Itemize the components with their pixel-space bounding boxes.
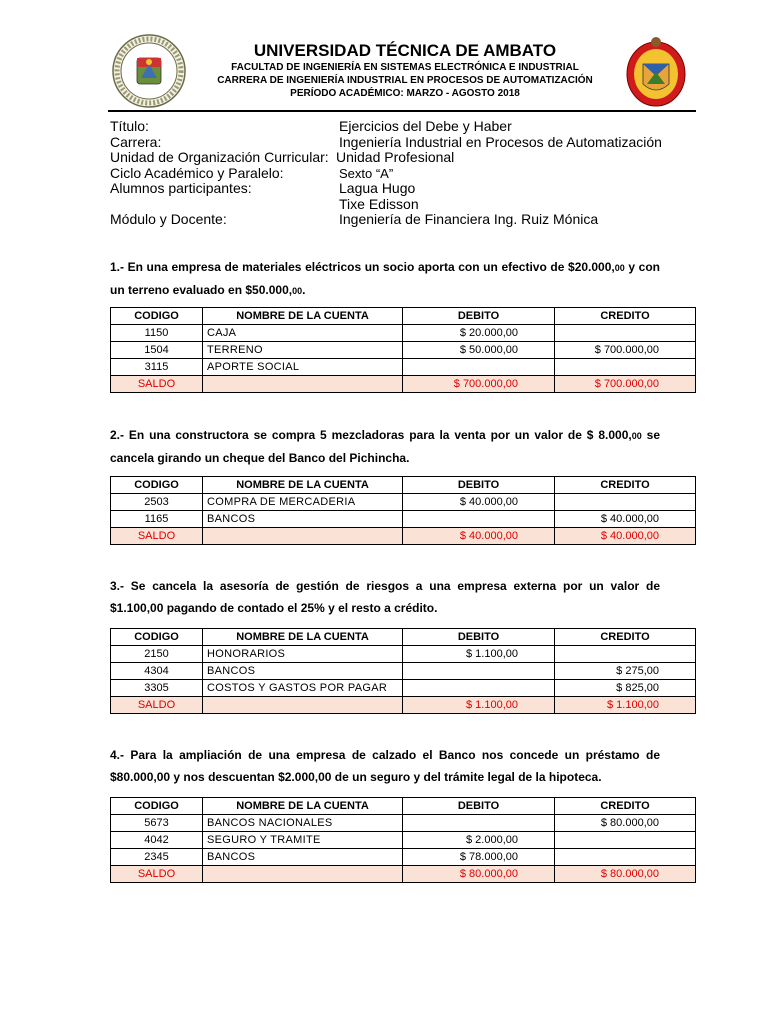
table-row: [111, 663, 696, 680]
info-block: [110, 119, 710, 228]
career-name: CARRERA DE INGENIERÍA INDUSTRIAL EN PROCESOS DE AUTOMATIZACIÓN: [217, 75, 593, 86]
header-nombre: NOMBRE DE LA CUENTA: [203, 798, 403, 815]
cell-credito: [555, 849, 696, 866]
cell-codigo: 3115: [111, 359, 203, 376]
cell-debito: [403, 359, 555, 376]
carrera-label: Carrera:: [110, 133, 162, 150]
saldo-row: [111, 528, 696, 545]
exercise-3-statement: 3.- Se cancela la asesoría de gestión de riesgos a una empresa externa por un valor de $1.100,00 pagando de contado el 25% y el resto a crédito.: [110, 579, 660, 615]
cell-debito: $ 1.100,00: [403, 646, 555, 663]
header-nombre: NOMBRE DE LA CUENTA: [203, 308, 403, 325]
header-codigo: CODIGO: [111, 629, 203, 646]
saldo-debito: $ 700.000,00: [403, 376, 555, 393]
cell-debito: [403, 815, 555, 832]
saldo-debito: $ 1.100,00: [403, 697, 555, 714]
header-debito: DEBITO: [403, 308, 555, 325]
header-debito: DEBITO: [403, 629, 555, 646]
saldo-row: [111, 376, 696, 393]
saldo-label: SALDO: [111, 697, 203, 714]
ciclo-label: Ciclo Académico y Paralelo:: [110, 164, 284, 181]
cell-codigo: 2503: [111, 494, 203, 511]
cell-codigo: 1165: [111, 511, 203, 528]
header-debito: DEBITO: [403, 477, 555, 494]
cell-debito: [403, 680, 555, 697]
cell-credito: $ 275,00: [555, 663, 696, 680]
saldo-label: SALDO: [111, 866, 203, 883]
cell-nombre: CAJA: [203, 325, 403, 342]
table-row: [111, 359, 696, 376]
cell-debito: $ 50.000,00: [403, 342, 555, 359]
cell-nombre: BANCOS NACIONALES: [203, 815, 403, 832]
document-header: [190, 40, 620, 100]
cell-nombre: TERRENO: [203, 342, 403, 359]
cell-debito: $ 40.000,00: [403, 494, 555, 511]
header-codigo: CODIGO: [111, 308, 203, 325]
academic-period: PERÍODO ACADÉMICO: MARZO - AGOSTO 2018: [290, 88, 520, 99]
table-header-row: [111, 308, 696, 325]
header-debito: DEBITO: [403, 798, 555, 815]
saldo-credito: $ 40.000,00: [555, 528, 696, 545]
header-credito: CREDITO: [555, 629, 696, 646]
header-credito: CREDITO: [555, 308, 696, 325]
cell-nombre: COMPRA DE MERCADERIA: [203, 494, 403, 511]
table-row: [111, 815, 696, 832]
cell-codigo: 4042: [111, 832, 203, 849]
cell-nombre: BANCOS: [203, 663, 403, 680]
cell-debito: $ 78.000,00: [403, 849, 555, 866]
modulo-value: Ingeniería de Financiera Ing. Ruiz Mónica: [339, 211, 599, 227]
cell-debito: [403, 511, 555, 528]
titulo-value: Ejercicios del Debe y Haber: [339, 118, 512, 134]
cell-debito: $ 2.000,00: [403, 832, 555, 849]
exercise-2-statement: 2.- En una constructora se compra 5 mezcladoras para la venta por un valor de $ 8.000,00 se cancela girando un cheque del Banco del Pichincha.: [110, 428, 660, 465]
carrera-value: Ingeniería Industrial en Procesos de Automatización: [339, 133, 662, 150]
table-row: [111, 849, 696, 866]
saldo-row: [111, 866, 696, 883]
cell-credito: [555, 494, 696, 511]
alumnos-label: Alumnos participantes:: [110, 180, 252, 196]
university-seal-icon: [112, 34, 186, 108]
exercise-3-table: [110, 628, 696, 714]
table-header-row: [111, 629, 696, 646]
cell-credito: $ 825,00: [555, 680, 696, 697]
modulo-label: Módulo y Docente:: [110, 211, 227, 227]
cell-nombre: COSTOS Y GASTOS POR PAGAR: [203, 680, 403, 697]
cell-codigo: 2150: [111, 646, 203, 663]
exercise-4-table: [110, 797, 696, 883]
ciclo-value: Sexto “A”: [339, 165, 394, 181]
saldo-label: SALDO: [111, 528, 203, 545]
alumno-2: Tixe Edisson: [339, 195, 419, 212]
cell-codigo: 3305: [111, 680, 203, 697]
table-row: [111, 832, 696, 849]
header-credito: CREDITO: [555, 798, 696, 815]
table-header-row: [111, 798, 696, 815]
exercise-1-statement: 1.- En una empresa de materiales eléctricos un socio aporta con un efectivo de $20.000,00 y con un terreno evaluado en $50.000,00.: [110, 260, 660, 297]
saldo-credito: $ 1.100,00: [555, 697, 696, 714]
cell-credito: [555, 832, 696, 849]
cell-credito: [555, 646, 696, 663]
faculty-name: FACULTAD DE INGENIERÍA EN SISTEMAS ELECTRÓNICA E INDUSTRIAL: [231, 62, 579, 73]
unidad-label: Unidad de Organización Curricular:: [110, 149, 329, 165]
cell-credito: [555, 359, 696, 376]
cell-debito: $ 20.000,00: [403, 325, 555, 342]
cell-codigo: 1504: [111, 342, 203, 359]
cell-credito: $ 40.000,00: [555, 511, 696, 528]
header-credito: CREDITO: [555, 477, 696, 494]
unidad-value: Unidad Profesional: [336, 149, 455, 165]
saldo-debito: $ 80.000,00: [403, 866, 555, 883]
table-row: [111, 646, 696, 663]
saldo-empty: [203, 528, 403, 545]
saldo-row: [111, 697, 696, 714]
cell-codigo: 4304: [111, 663, 203, 680]
header-nombre: NOMBRE DE LA CUENTA: [203, 477, 403, 494]
saldo-credito: $ 700.000,00: [555, 376, 696, 393]
header-divider: [108, 110, 696, 112]
cell-nombre: BANCOS: [203, 849, 403, 866]
cell-nombre: BANCOS: [203, 511, 403, 528]
titulo-label: Título:: [110, 118, 149, 134]
saldo-debito: $ 40.000,00: [403, 528, 555, 545]
cell-credito: $ 80.000,00: [555, 815, 696, 832]
saldo-label: SALDO: [111, 376, 203, 393]
cell-nombre: APORTE SOCIAL: [203, 359, 403, 376]
cell-nombre: HONORARIOS: [203, 646, 403, 663]
faculty-shield-icon: [625, 34, 687, 108]
table-header-row: [111, 477, 696, 494]
header-codigo: CODIGO: [111, 477, 203, 494]
cell-credito: [555, 325, 696, 342]
cell-codigo: 5673: [111, 815, 203, 832]
table-row: [111, 494, 696, 511]
header-nombre: NOMBRE DE LA CUENTA: [203, 629, 403, 646]
table-row: [111, 325, 696, 342]
header-codigo: CODIGO: [111, 798, 203, 815]
university-name: UNIVERSIDAD TÉCNICA DE AMBATO: [253, 41, 557, 60]
cell-codigo: 2345: [111, 849, 203, 866]
exercise-4-statement: 4.- Para la ampliación de una empresa de calzado el Banco nos concede un préstamo de $80.000,00 y nos descuentan $2.000,00 de un seguro y del trámite legal de la hipoteca.: [110, 748, 660, 784]
saldo-empty: [203, 376, 403, 393]
cell-debito: [403, 663, 555, 680]
table-row: [111, 511, 696, 528]
exercise-1-table: [110, 307, 696, 393]
saldo-empty: [203, 697, 403, 714]
exercise-2-table: [110, 476, 696, 545]
cell-credito: $ 700.000,00: [555, 342, 696, 359]
table-row: [111, 342, 696, 359]
saldo-empty: [203, 866, 403, 883]
cell-nombre: SEGURO Y TRAMITE: [203, 832, 403, 849]
saldo-credito: $ 80.000,00: [555, 866, 696, 883]
alumno-1: Lagua Hugo: [339, 180, 416, 196]
cell-codigo: 1150: [111, 325, 203, 342]
table-row: [111, 680, 696, 697]
